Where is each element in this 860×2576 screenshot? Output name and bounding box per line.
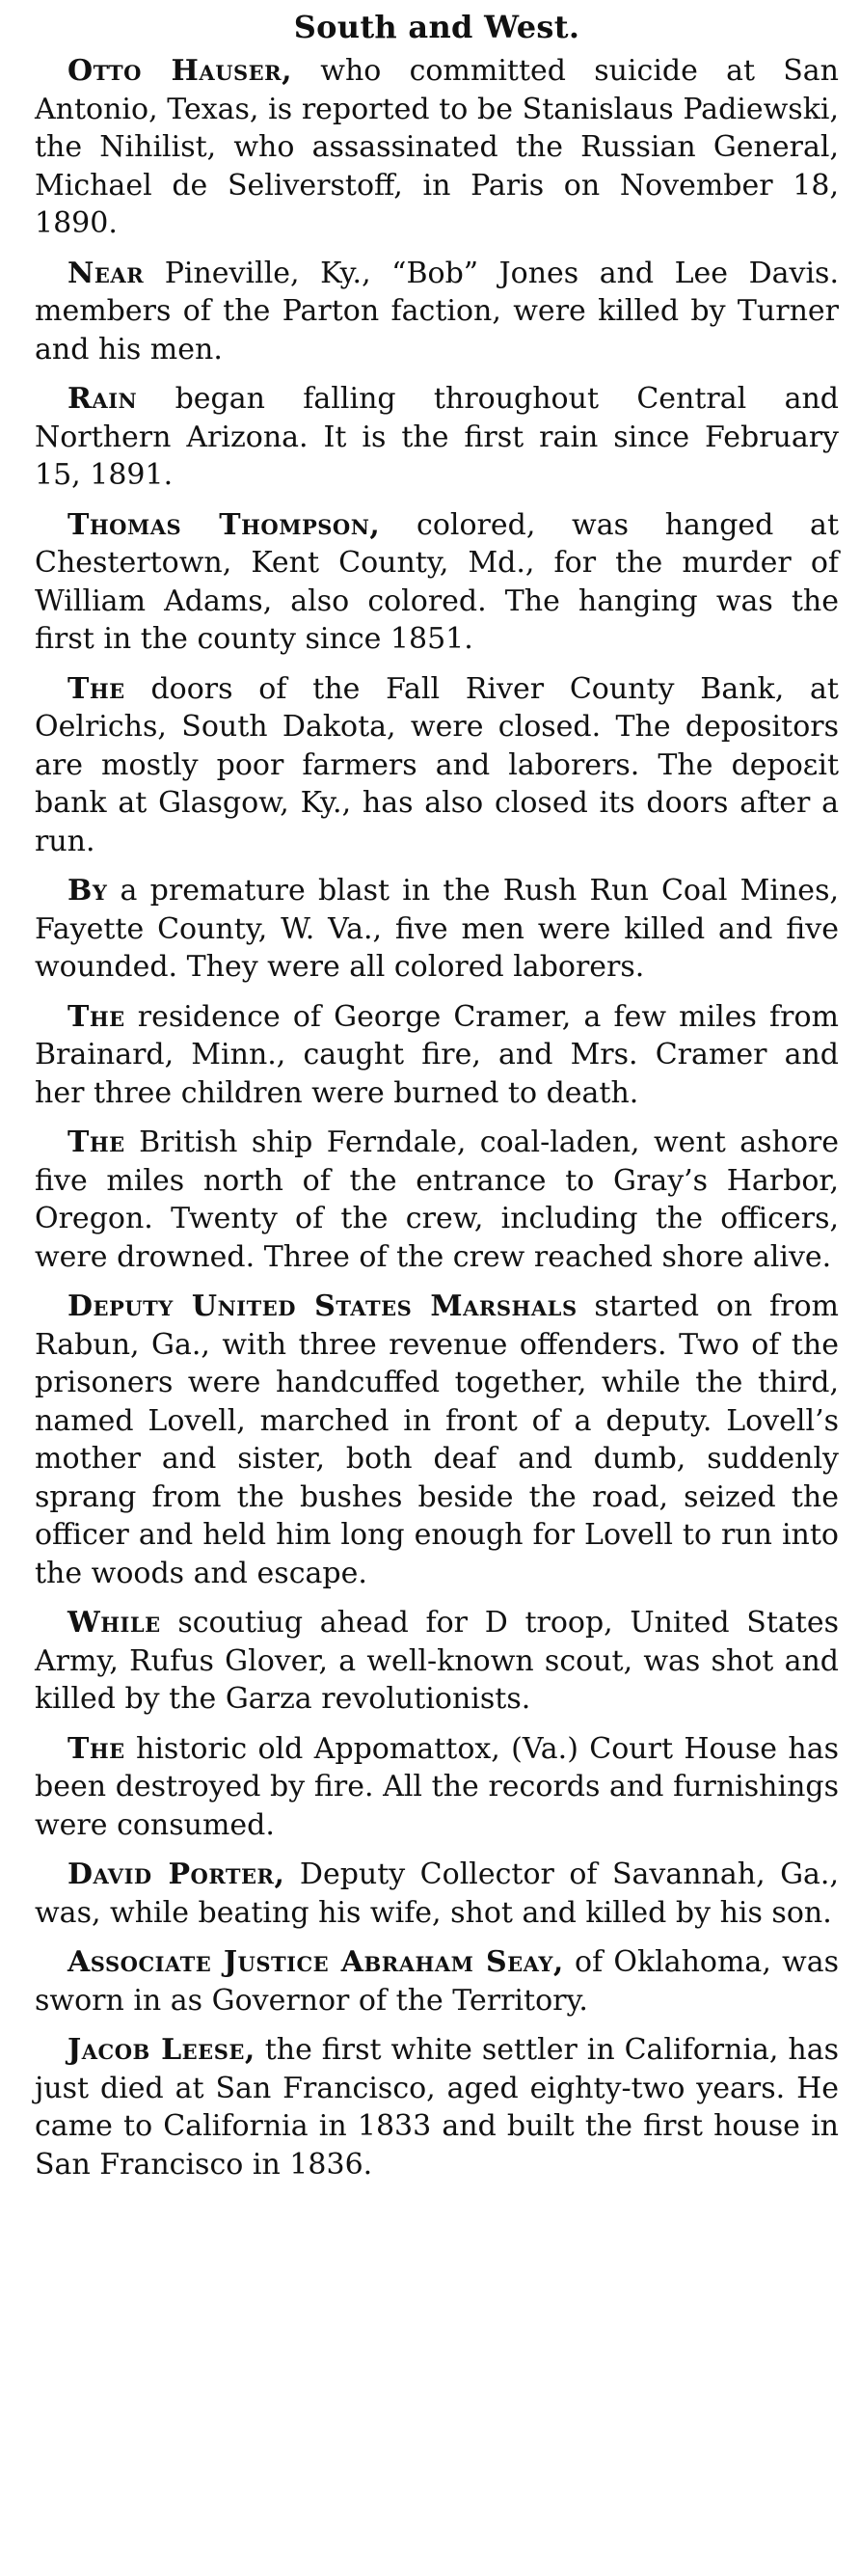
news-item xyxy=(35,1856,839,1932)
news-item xyxy=(35,670,839,861)
item-text: British ship Ferndale, coal-laden, went ashore five miles north of the entrance to Gray’s Harbor, Oregon. Twenty of the crew, including the officers, were drowned. Three of the crew reached shore alive. xyxy=(35,1125,839,1274)
item-text: Deputy Collector of Savannah, Ga., was, while beating his wife, shot and killed by his son. xyxy=(35,1857,839,1930)
item-lead: Associate Justice Abraham Seay, xyxy=(67,1945,564,1979)
news-item xyxy=(35,1124,839,1276)
item-text: a premature blast in the Rush Run Coal Mines, Fayette County, W. Va., five men were killed and five wounded. They were all colored laborers. xyxy=(35,874,839,984)
item-lead: Otto Hauser, xyxy=(67,54,293,88)
item-lead: While xyxy=(67,1606,161,1640)
item-lead: The xyxy=(67,999,125,1034)
item-text: colored, was hanged at Chestertown, Kent County, Md., for the murder of William Adams, also colored. The hanging was the first in the county since 1851. xyxy=(35,507,839,656)
news-item xyxy=(35,998,839,1113)
item-lead: Jacob Leese, xyxy=(67,2033,255,2067)
item-lead: Rain xyxy=(67,382,138,416)
item-lead: The xyxy=(67,1125,125,1159)
item-lead: By xyxy=(67,874,108,908)
item-lead: The xyxy=(67,1731,125,1766)
item-text: started on from Rabun, Ga., with three revenue offenders. Two of the prisoners were handcuffed together, while the third, named Lovell, marched in front of a deputy. Lovell’s mother and sister, both deaf and dumb, suddenly sprang from the bushes beside the road, seized the officer and held him long enough for Lovell to run into the woods and escape. xyxy=(35,1289,840,1590)
news-item xyxy=(35,380,839,495)
item-text: historic old Appomattox, (Va.) Court House has been destroyed by fire. All the records and furnishings were consumed. xyxy=(35,1731,839,1842)
news-item xyxy=(35,872,839,987)
item-text: the first white settler in California, has just died at San Francisco, aged eighty-two years. He came to California in 1833 and built the first house in San Francisco in 1836. xyxy=(35,2033,839,2182)
news-item xyxy=(35,1604,839,1719)
item-lead: Near xyxy=(67,256,145,290)
item-text: who committed suicide at San Antonio, Texas, is reported to be Stanislaus Padiewski, the Nihilist, who assassinated the Russian General, Michael de Seliverstoff, in Paris on November 18, 1890. xyxy=(35,54,839,240)
news-item xyxy=(35,52,839,243)
item-lead: The xyxy=(67,671,125,706)
item-text: residence of George Cramer, a few miles from Brainard, Minn., caught fire, and Mrs. Cramer and her three children were burned to death. xyxy=(35,999,839,1110)
news-item xyxy=(35,506,839,659)
item-lead: David Porter, xyxy=(67,1857,285,1891)
newspaper-column xyxy=(35,0,839,2195)
item-text: doors of the Fall River County Bank, at Oelrichs, South Dakota, were closed. The depositors are mostly poor farmers and laborers. The depoεit bank at Glasgow, Ky., has also closed its doors after a run. xyxy=(35,671,839,858)
section-heading: South and West. xyxy=(293,9,580,45)
item-lead: Deputy United States Marshals xyxy=(67,1289,578,1323)
item-lead: Thomas Thompson, xyxy=(67,507,381,542)
news-item xyxy=(35,2031,839,2183)
item-text: scoutiug ahead for D troop, United States Army, Rufus Glover, a well-known scout, was shot and killed by the Garza revolutionists. xyxy=(35,1606,839,1716)
news-item xyxy=(35,255,839,369)
news-item xyxy=(35,1730,839,1845)
item-text: began falling throughout Central and Northern Arizona. It is the first rain since February 15, 1891. xyxy=(35,382,839,492)
item-text: Pineville, Ky., “Bob” Jones and Lee Davis. members of the Parton faction, were killed by Turner and his men. xyxy=(35,256,839,366)
news-item xyxy=(35,1943,839,2020)
news-item xyxy=(35,1288,839,1592)
item-text: of Oklahoma, was sworn in as Governor of the Territory. xyxy=(35,1945,839,2018)
